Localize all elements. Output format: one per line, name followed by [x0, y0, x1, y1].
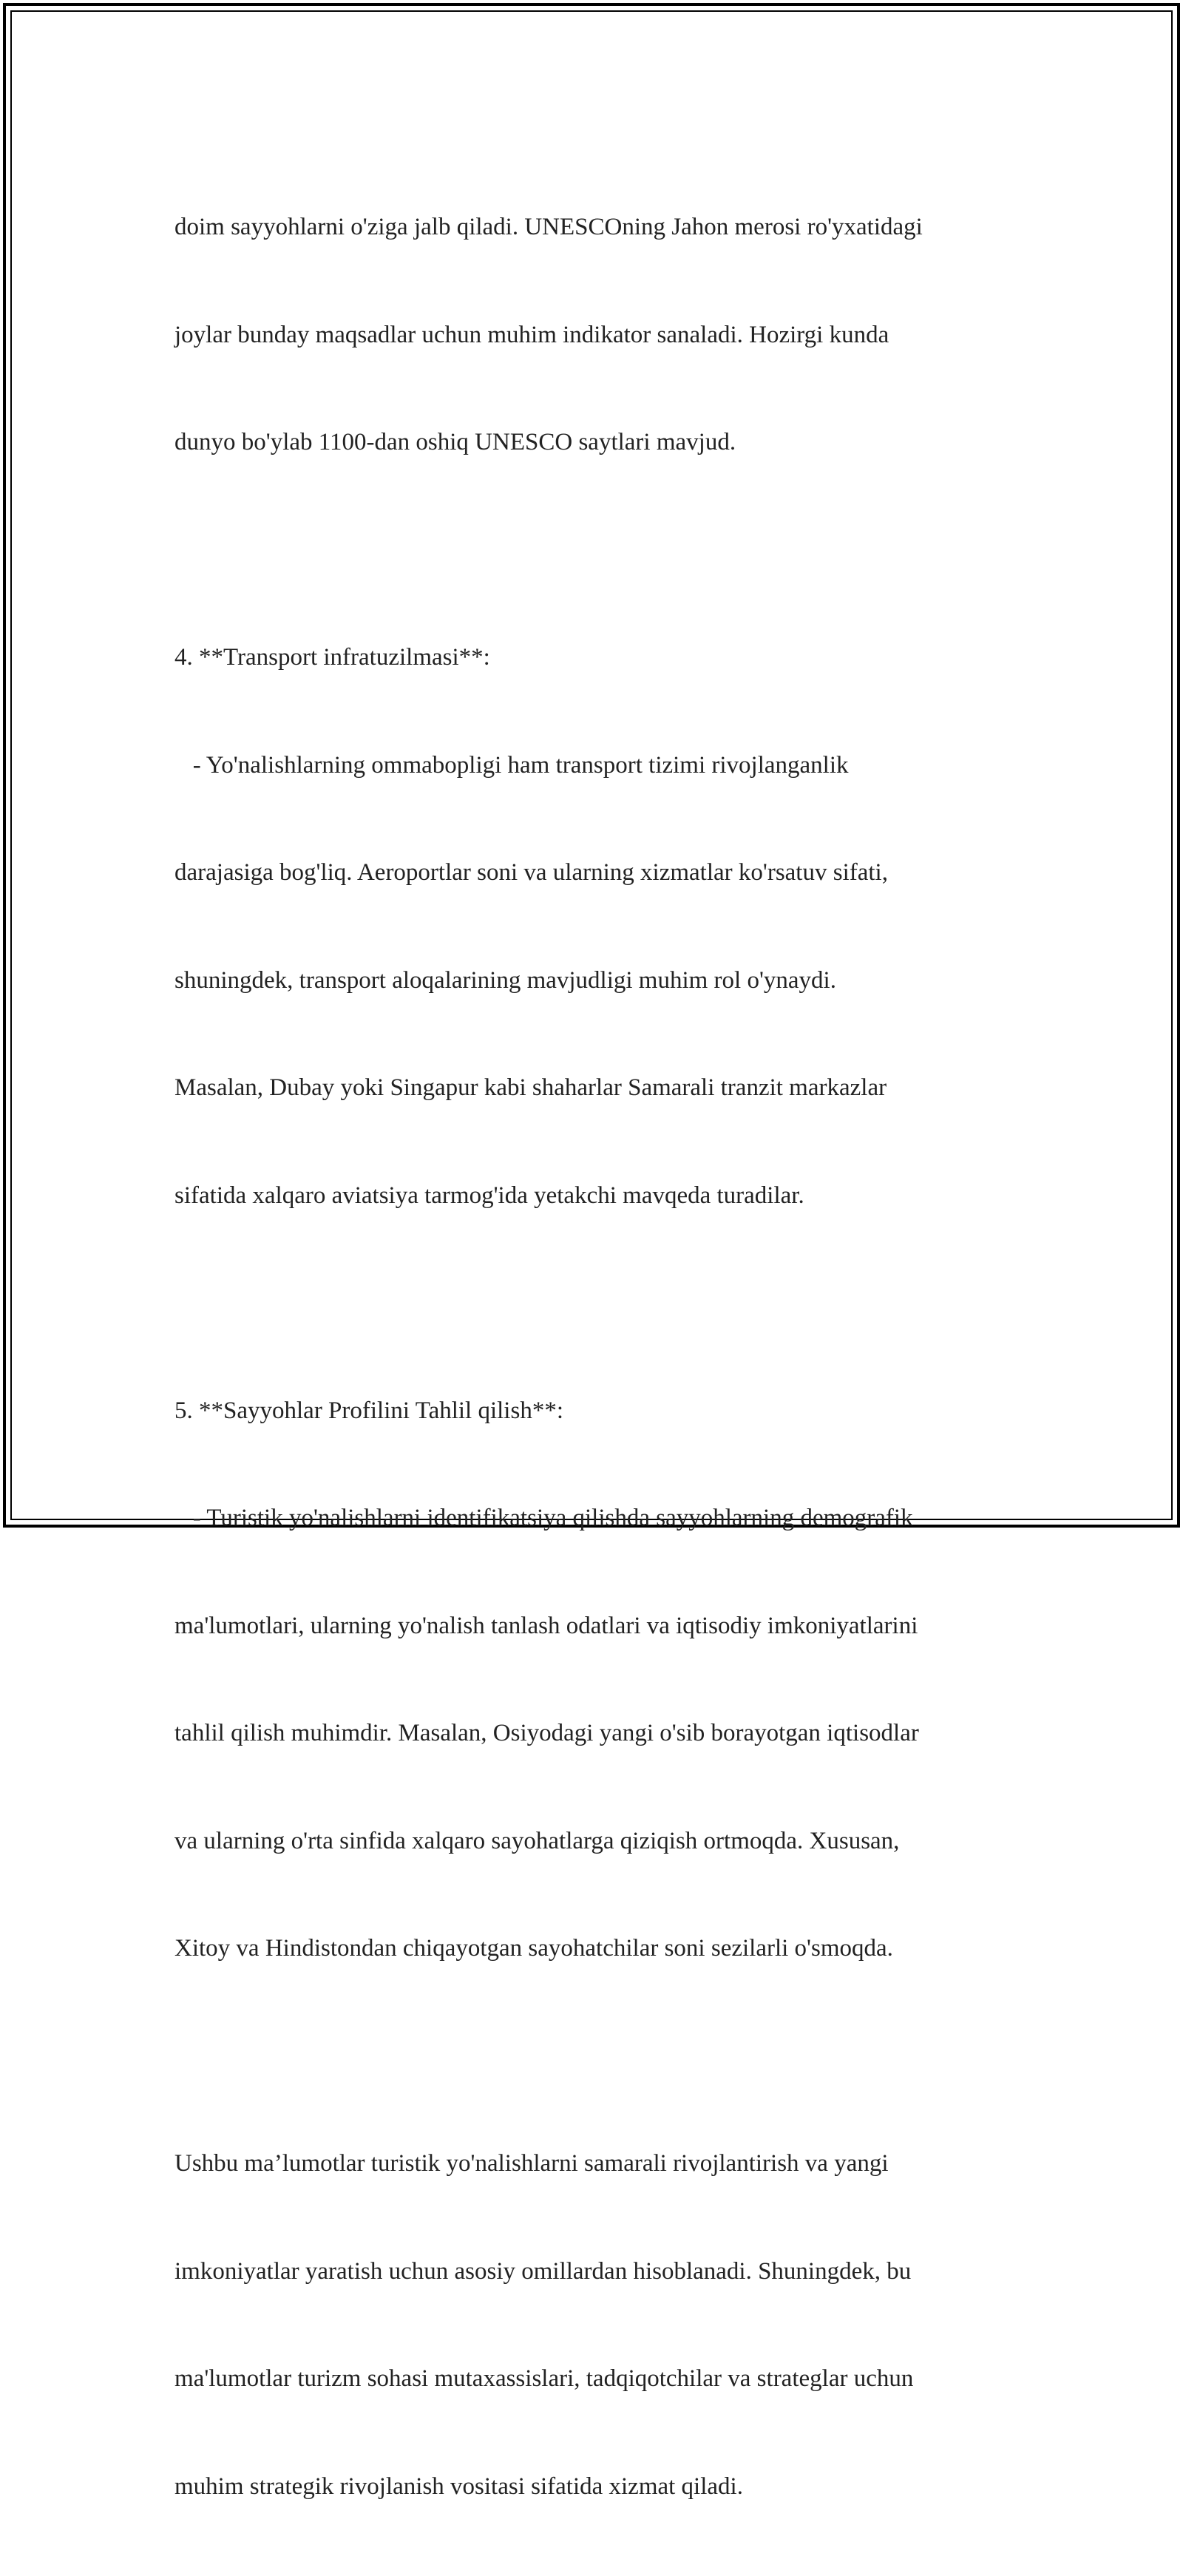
text-line: va ularning o'rta sinfida xalqaro sayohatlarga qiziqish ortmoqda. Xususan, — [174, 1827, 900, 1854]
text-line: doim sayyohlarni o'ziga jalb qiladi. UNESCOning Jahon merosi ro'yxatidagi — [174, 214, 923, 240]
text-line: - Turistik yo'nalishlarni identifikatsiya qilishda sayyohlarning demografik — [174, 1505, 913, 1531]
text-line: sifatida xalqaro aviatsiya tarmog'ida yetakchi mavqeda turadilar. — [174, 1182, 804, 1209]
paragraph-unesco-continuation — [174, 138, 1032, 532]
text-line: muhim strategik rivojlanish vositasi sifatida xizmat qiladi. — [174, 2472, 743, 2500]
text-line: joylar bunday maqsadlar uchun muhim indikator sanaladi. Hozirgi kunda — [174, 321, 889, 348]
text-line: Ushbu ma’lumotlar turistik yo'nalishlarni samarali rivojlantirish va yangi — [174, 2150, 889, 2177]
section-transport-infrastructure — [174, 568, 1032, 1285]
text-line: darajasiga bog'liq. Aeroportlar soni va ularning xizmatlar ko'rsatuv sifati, — [174, 859, 888, 886]
text-line: ma'lumotlar turizm sohasi mutaxassislari, tadqiqotchilar va strateglar uchun — [174, 2365, 914, 2392]
section-tourist-profile-analysis — [174, 1321, 1032, 2038]
paragraph-gap — [174, 2038, 1032, 2075]
document-body — [174, 138, 1032, 2576]
paragraph-gap — [174, 1285, 1032, 1321]
text-line: imkoniyatlar yaratish uchun asosiy omillardan hisoblanadi. Shuningdek, bu — [174, 2257, 912, 2285]
text-line: tahlil qilish muhimdir. Masalan, Osiyodagi yangi o'sib borayotgan iqtisodlar — [174, 1720, 919, 1746]
text-line: ma'lumotlari, ularning yo'nalish tanlash odatlari va iqtisodiy imkoniyatlarini — [174, 1612, 918, 1639]
text-line: Xitoy va Hindistondan chiqayotgan sayohatchilar soni sezilarli o'smoqda. — [174, 1935, 893, 1962]
paragraph-gap — [174, 532, 1032, 569]
paragraph-conclusion — [174, 2074, 1032, 2576]
text-line: - Yo'nalishlarning ommabopligi ham transport tizimi rivojlanganlik — [174, 751, 849, 779]
section-heading: 4. **Transport infratuzilmasi**: — [174, 644, 490, 671]
text-line: Masalan, Dubay yoki Singapur kabi shaharlar Samarali tranzit markazlar — [174, 1074, 887, 1101]
text-line: shuningdek, transport aloqalarining mavjudligi muhim rol o'ynaydi. — [174, 966, 836, 994]
section-heading: 5. **Sayyohlar Profilini Tahlil qilish**: — [174, 1397, 563, 1424]
text-line: dunyo bo'ylab 1100-dan oshiq UNESCO saytlari mavjud. — [174, 429, 736, 455]
